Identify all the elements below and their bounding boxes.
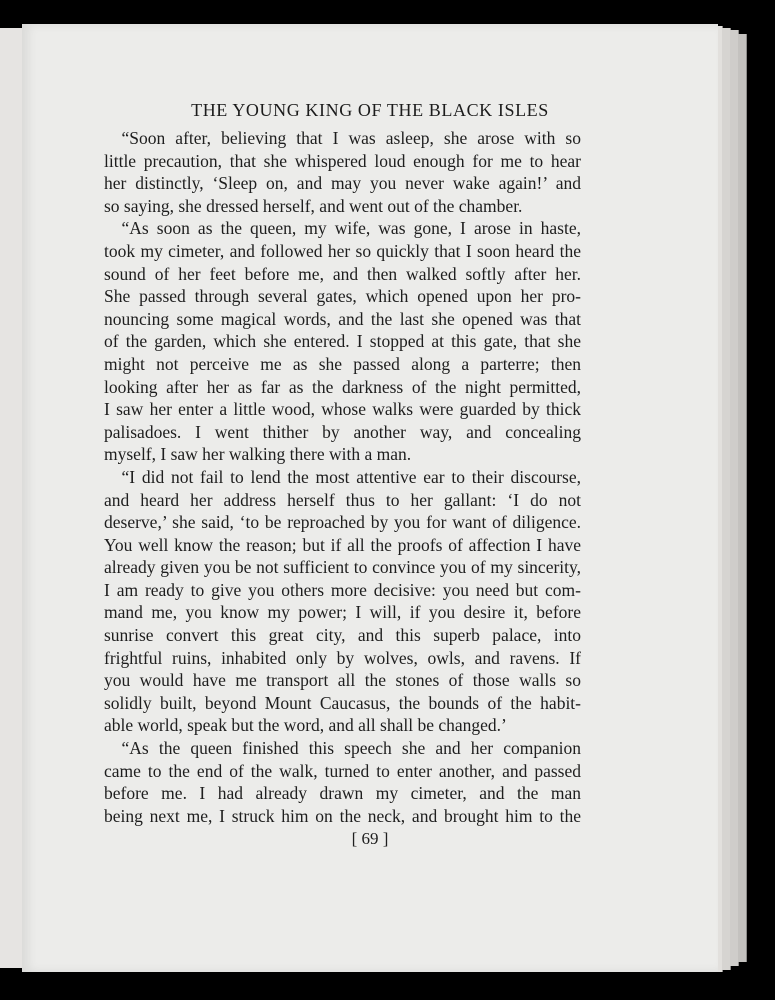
text-line: “I did not fail to lend the most attentive ear to their discourse, bbox=[121, 466, 581, 487]
text-line: little precaution, that she whispered loud enough for me to hear bbox=[104, 150, 581, 171]
text-line: able world, speak but the word, and all shall be changed.’ bbox=[104, 715, 507, 736]
text-line: myself, I saw her walking there with a man. bbox=[104, 444, 412, 465]
text-line: might not perceive me as she passed along a parterre; then bbox=[104, 353, 581, 374]
text-line: mand me, you know my power; I will, if you desire it, before bbox=[104, 602, 581, 623]
text-line: You well know the reason; but if all the proofs of affection I have bbox=[104, 534, 581, 555]
running-head: THE YOUNG KING OF THE BLACK ISLES bbox=[191, 100, 549, 120]
text-line: She passed through several gates, which opened upon her pro- bbox=[104, 286, 581, 307]
text-line: deserve,’ she said, ‘to be reproached by you for want of diligence. bbox=[104, 512, 581, 533]
previous-page-edge bbox=[0, 28, 23, 968]
text-line: solidly built, beyond Mount Caucasus, the bounds of the habit- bbox=[104, 692, 581, 713]
text-line: I saw her enter a little wood, whose walks were guarded by thick bbox=[104, 399, 581, 420]
text-line: of the garden, which she entered. I stopped at this gate, that she bbox=[104, 331, 581, 352]
text-line: and heard her address herself thus to her gallant: ‘I do not bbox=[104, 489, 581, 510]
text-line: you would have me transport all the stones of those walls so bbox=[104, 670, 581, 691]
text-line: “Soon after, believing that I was asleep, she arose with so bbox=[121, 128, 581, 148]
text-line: came to the end of the walk, turned to enter another, and passed bbox=[104, 760, 581, 781]
page-edge bbox=[738, 34, 747, 962]
text-line: took my cimeter, and followed her so quickly that I soon heard the bbox=[104, 240, 581, 261]
text-line: nouncing some magical words, and the last she opened was that bbox=[104, 308, 581, 329]
text-line: palisadoes. I went thither by another way, and concealing bbox=[104, 421, 581, 442]
text-line: before me. I had already drawn my cimeter, and the man bbox=[104, 783, 581, 804]
text-line: I am ready to give you others more decisive: you need but com- bbox=[104, 579, 581, 600]
text-line: looking after her as far as the darkness of the night permitted, bbox=[104, 376, 581, 397]
body-text bbox=[104, 127, 581, 827]
text-line: “As the queen finished this speech she and her companion bbox=[121, 738, 581, 759]
text-line: “As soon as the queen, my wife, was gone, I arose in haste, bbox=[121, 218, 581, 239]
page-number: [ 69 ] bbox=[351, 829, 389, 848]
text-line: sound of her feet before me, and then walked softly after her. bbox=[104, 263, 581, 284]
text-line: frightful ruins, inhabited only by wolves, owls, and ravens. If bbox=[104, 647, 581, 668]
text-line: already given you be not sufficient to convince you of my sincerity, bbox=[104, 557, 581, 578]
text-line: so saying, she dressed herself, and went out of the chamber. bbox=[104, 195, 523, 216]
book-page bbox=[22, 24, 718, 972]
text-line: her distinctly, ‘Sleep on, and may you never wake again!’ and bbox=[104, 173, 581, 194]
text-line: being next me, I struck him on the neck, and brought him to the bbox=[104, 805, 581, 826]
text-line: sunrise convert this great city, and this superb palace, into bbox=[104, 625, 581, 646]
